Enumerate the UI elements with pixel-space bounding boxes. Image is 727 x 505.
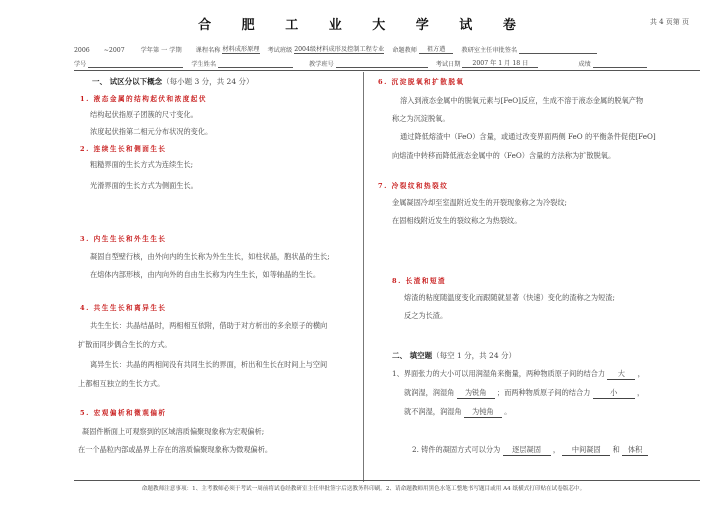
q7-line-1: 金属凝固冷却至室温附近发生的开裂现象称之为冷裂纹; xyxy=(392,198,567,207)
q6-heading: 6. 沉淀脱氧和扩散脱氧 xyxy=(378,78,465,86)
score-label: 成绩 xyxy=(578,61,591,68)
q4-line-1: 共生生长：共晶结晶时，两相相互依附，借助于对方析出的多余原子的横向 xyxy=(90,321,328,330)
fill-1-blank-3[interactable]: 小 xyxy=(593,388,635,399)
exam-title: 合 肥 工 业 大 学 试 卷 xyxy=(198,18,529,33)
section-2-title xyxy=(392,350,516,361)
setter-value: 祖方遒 xyxy=(419,44,454,54)
class-label: 考试班级 xyxy=(267,47,293,54)
fill-1-line-1 xyxy=(392,369,645,380)
class-value: 2004级材料成形及控制工程专业 xyxy=(294,46,385,53)
setter-label: 命题教师 xyxy=(392,47,417,54)
page-info: 共 4 页第 页 xyxy=(649,18,689,26)
director-signature-label: 教研室主任审批签名 xyxy=(461,47,518,54)
exam-date-value: 2007 年 1 月 18 日 xyxy=(462,58,538,68)
fill-1-line-3 xyxy=(404,407,511,418)
q5-line-1: 凝固件断面上可观察到的区域溶质偏聚现象称为宏观偏析; xyxy=(82,427,265,436)
q2-line-1: 粗糙界面的生长方式为连续生长; xyxy=(90,160,194,169)
fill-1-line-2 xyxy=(404,388,644,399)
footer-divider xyxy=(74,480,700,481)
director-signature-field[interactable] xyxy=(519,53,597,54)
q1-heading: 1. 液态金属的结构起伏和浓度起伏 xyxy=(80,95,207,103)
fill-2-text-d: 和 xyxy=(612,445,620,454)
q3-line-2: 在熔体内部形核，由内向外的自由生长称为内生生长，如等轴晶的生长。 xyxy=(90,270,321,279)
student-name-label: 学生姓名 xyxy=(191,61,217,68)
fill-1-text-d: 就润湿，润湿角 xyxy=(404,388,455,397)
fill-1-text-e: ；而两种物质原子间的结合力 xyxy=(496,388,591,397)
fill-1-text-f: ， xyxy=(636,388,645,397)
q2-line-2: 光滑界面的生长方式为侧面生长。 xyxy=(90,181,198,190)
q3-line-1: 凝固自型壁行核，由外向内的生长称为外生生长，如柱状晶，胞状晶的生长; xyxy=(90,252,330,261)
student-id-label: 学号 xyxy=(74,61,87,68)
q2-heading: 2. 连续生长和侧面生长 xyxy=(80,145,167,153)
q1-line-2: 浓度起伏指第二相元分布状况的变化。 xyxy=(90,127,213,136)
q5-heading: 5. 宏观偏析和微观偏析 xyxy=(80,409,167,417)
year-end: ~2007 xyxy=(103,47,125,54)
student-name-field[interactable] xyxy=(218,67,293,68)
fill-1-text-c: ， xyxy=(637,369,645,378)
fill-2-blank-1[interactable]: 逐层凝固 xyxy=(503,445,551,456)
term: 学年第 一 学期 xyxy=(140,47,182,54)
fill-2-blank-3[interactable]: 体积 xyxy=(622,445,648,456)
q4-line-3: 离异生长：共晶的两相间没有共同生长的界面，析出和生长在时间上与空间 xyxy=(90,360,328,369)
fill-2-blank-2[interactable]: 中间凝固 xyxy=(562,445,610,456)
class-no-label: 教学班号 xyxy=(309,61,334,68)
year-start: 2006 xyxy=(74,47,90,54)
fill-2-text-c: ， xyxy=(552,445,561,454)
section-2-points: （每空 1 分，共 24 分） xyxy=(432,351,516,360)
q6-line-4: 向熔渣中转移而降低液态金属中的（FeO）含量的方法称为扩散脱氧。 xyxy=(392,151,616,160)
course-label: 课程名称 xyxy=(195,47,221,54)
section-1-label: 一、 试区分以下概念 xyxy=(92,77,163,86)
fill-1-blank-4[interactable]: 为钝角 xyxy=(464,407,502,418)
header-divider xyxy=(74,70,700,71)
fill-2-text-a: 2. 铸件的凝固方式可以分为 xyxy=(412,445,501,454)
fill-1-blank-1[interactable]: 大 xyxy=(607,369,635,380)
q4-line-4: 上都相互独立的生长方式。 xyxy=(78,379,165,388)
section-1-points: （每小题 3 分，共 24 分） xyxy=(162,77,254,86)
q7-line-2: 在固相线附近发生的裂纹称之为热裂纹。 xyxy=(392,216,522,225)
fill-1-text-a: 1、界面张力的大小可以用润湿角来衡量，两种物质原子间的结合力 xyxy=(392,369,606,378)
q8-line-1: 熔渣的粘度随温度变化而跟随就显著（快速）变化的渣称之为短渣; xyxy=(404,293,615,302)
q4-line-2: 扩散而同步偶合生长的方式。 xyxy=(78,340,172,349)
section-1-title xyxy=(92,76,253,87)
q4-heading: 4. 共生生长和离异生长 xyxy=(80,304,167,312)
score-field[interactable] xyxy=(593,67,647,68)
column-divider xyxy=(363,72,364,482)
q7-heading: 7. 冷裂纹和热裂纹 xyxy=(378,182,449,190)
header-row-2 xyxy=(74,58,647,68)
q5-line-2: 在一个晶粒内部或晶界上存在的溶质偏聚现象称为微观偏析。 xyxy=(78,445,273,454)
q1-line-1: 结构起伏指原子团簇的尺寸变化。 xyxy=(90,110,198,119)
student-id-field[interactable] xyxy=(88,67,183,68)
q3-heading: 3. 内生生长和外生生长 xyxy=(80,235,167,243)
footer-note: 命题教师注意事项：1、主考教师必须于考试一周前将试卷经教研室主任审批签字后送教务科印刷。2、请命题教师用黑色水笔工整地书写题目或用 A4 纸横式打印贴在试卷版芯中。 xyxy=(141,486,586,492)
section-2-label: 二、 填空题 xyxy=(392,351,433,360)
fill-2-line-1 xyxy=(412,445,648,456)
fill-1-blank-2[interactable]: 为锐角 xyxy=(457,388,495,399)
q6-line-1: 溶入到液态金属中的脱氧元素与[FeO]反应，生成不溶于液态金属的脱氧产物 xyxy=(400,96,644,105)
q8-line-2: 反之为长渣。 xyxy=(404,311,448,320)
q6-line-3: 通过降低熔渣中（FeO）含量，或通过改变界面两侧 FeO 的平衡条件促使[FeO] xyxy=(400,132,656,141)
fill-1-text-g: 就不润湿，润湿角 xyxy=(404,407,462,416)
q6-line-2: 称之为沉淀脱氧。 xyxy=(392,114,450,123)
fill-1-text-h: 。 xyxy=(504,407,512,416)
q8-heading: 8. 长渣和短渣 xyxy=(392,277,447,285)
course-value: 材料成形原理 xyxy=(222,46,260,53)
class-no-field[interactable] xyxy=(336,67,428,68)
header-row-1 xyxy=(74,44,597,54)
exam-date-label: 考试日期 xyxy=(435,61,461,68)
